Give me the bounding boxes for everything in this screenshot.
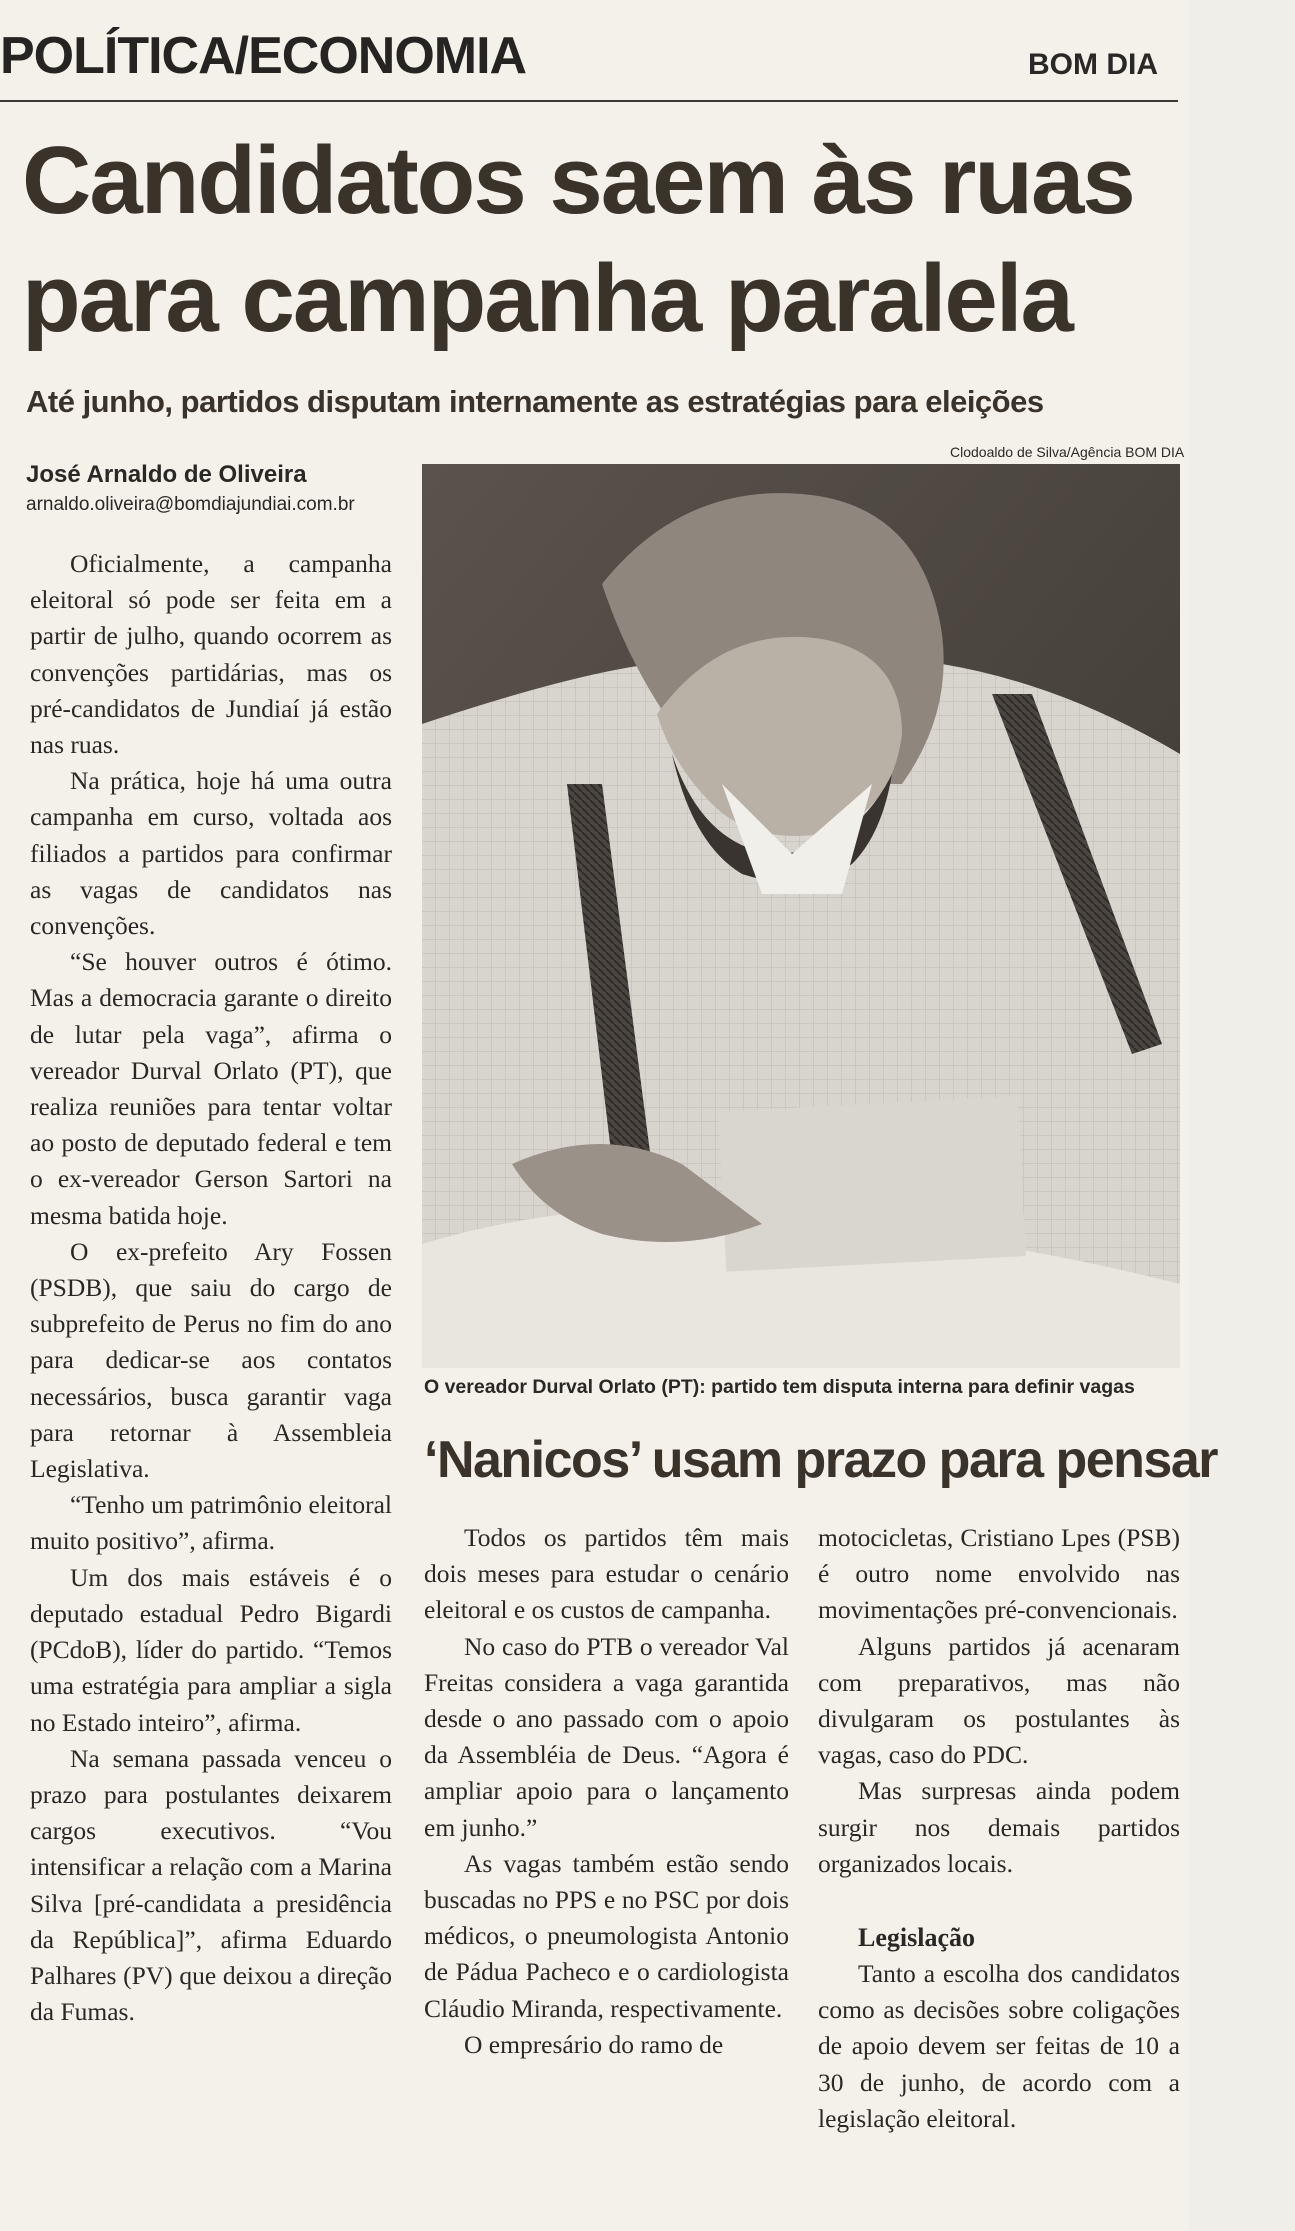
sidebar-title: ‘Nanicos’ usam prazo para pensar	[424, 1431, 1217, 1489]
section-title: POLÍTICA/ECONOMIA	[0, 27, 527, 85]
paragraph: Mas surpresas ainda podem surgir nos demais partidos organizados locais.	[818, 1776, 1180, 1878]
paragraph: Na semana passada venceu o prazo para postulantes deixarem cargos executivos. “Vou intensificar a relação com a Marina Silva [pré-candidata a presidência da República]”, afirma Eduardo Palhares (PV) que deixou a direção da Fumas.	[30, 1743, 392, 2027]
photo-credit: Clodoaldo de Silva/Agência BOM DIA	[950, 444, 1185, 460]
paragraph: Um dos mais estáveis é o deputado estadual Pedro Bigardi (PCdoB), líder do partido. “Temos uma estratégia para ampliar a sigla no Estado inteiro”, afirma.	[30, 1562, 392, 1737]
header-rule	[0, 100, 1178, 102]
paragraph: Oficialmente, a campanha eleitoral só pode ser feita em a partir de julho, quando ocorrem as convenções partidárias, mas os pré-candidatos de Jundiaí já estão nas ruas.	[30, 549, 392, 760]
paragraph: Na prática, hoje há uma outra campanha em curso, voltada aos filiados a partidos para confirmar as vagas de candidatos nas convenções.	[30, 766, 392, 941]
news-photo	[422, 464, 1180, 1368]
legislacao-heading: Legislação	[858, 1923, 975, 1953]
paragraph: Tanto a escolha dos candidatos como as decisões sobre coligações de apoio devem ser feitas de 10 a 30 de junho, de acordo com a legislação eleitoral.	[818, 1959, 1180, 2133]
article-column-2	[424, 1520, 789, 2063]
paragraph: No caso do PTB o vereador Val Freitas considera a vaga garantida desde o ano passado com o apoio da Assembléia de Deus. “Agora é ampliar apoio para o lançamento em junho.”	[424, 1631, 789, 1842]
headline-line-1: Candidatos saem às ruas	[22, 127, 1134, 234]
author-name: José Arnaldo de Oliveira	[26, 461, 307, 488]
paragraph: “Tenho um patrimônio eleitoral muito positivo”, afirma.	[30, 1490, 392, 1556]
page-margin	[1190, 0, 1295, 2231]
headline-line-2: para campanha paralela	[22, 245, 1072, 352]
paragraph: “Se houver outros é ótimo. Mas a democracia garante o direito de lutar pela vaga”, afirma o vereador Durval Orlato (PT), que realiza reuniões para tentar voltar ao posto de deputado federal e tem o ex-vereador Gerson Sartori na mesma batida hoje.	[30, 947, 392, 1230]
article-column-3	[818, 1520, 1180, 2137]
paragraph: O ex-prefeito Ary Fossen (PSDB), que saiu do cargo de subprefeito de Perus no fim do ano para dedicar-se aos contatos necessários, busca garantir vaga para retornar à Assembleia Legislativa.	[30, 1236, 392, 1484]
paragraph: As vagas também estão sendo buscadas no PPS e no PSC por dois médicos, o pneumologista Antonio de Pádua Pacheco e o cardiologista Cláudio Miranda, respectivamente.	[424, 1848, 789, 2023]
article-column-1	[30, 546, 392, 2030]
paragraph: O empresário do ramo de	[464, 2029, 724, 2059]
paragraph: motocicletas, Cristiano Lpes (PSB) é outro nome envolvido nas movimentações pré-convencionais.	[818, 1523, 1180, 1625]
newspaper-brand: BOM DIA	[1028, 48, 1158, 81]
paragraph: Alguns partidos já acenaram com preparativos, mas não divulgaram os postulantes às vagas, caso do PDC.	[818, 1631, 1180, 1770]
photo-illustration	[422, 464, 1180, 1368]
headline	[22, 122, 1182, 358]
paragraph: Todos os partidos têm mais dois meses para estudar o cenário eleitoral e os custos de campanha.	[424, 1523, 789, 1625]
subheadline: Até junho, partidos disputam internamente as estratégias para eleições	[26, 384, 1044, 419]
author-email: arnaldo.oliveira@bomdiajundiai.com.br	[26, 494, 355, 515]
photo-caption: O vereador Durval Orlato (PT): partido tem disputa interna para definir vagas	[424, 1376, 1135, 1398]
